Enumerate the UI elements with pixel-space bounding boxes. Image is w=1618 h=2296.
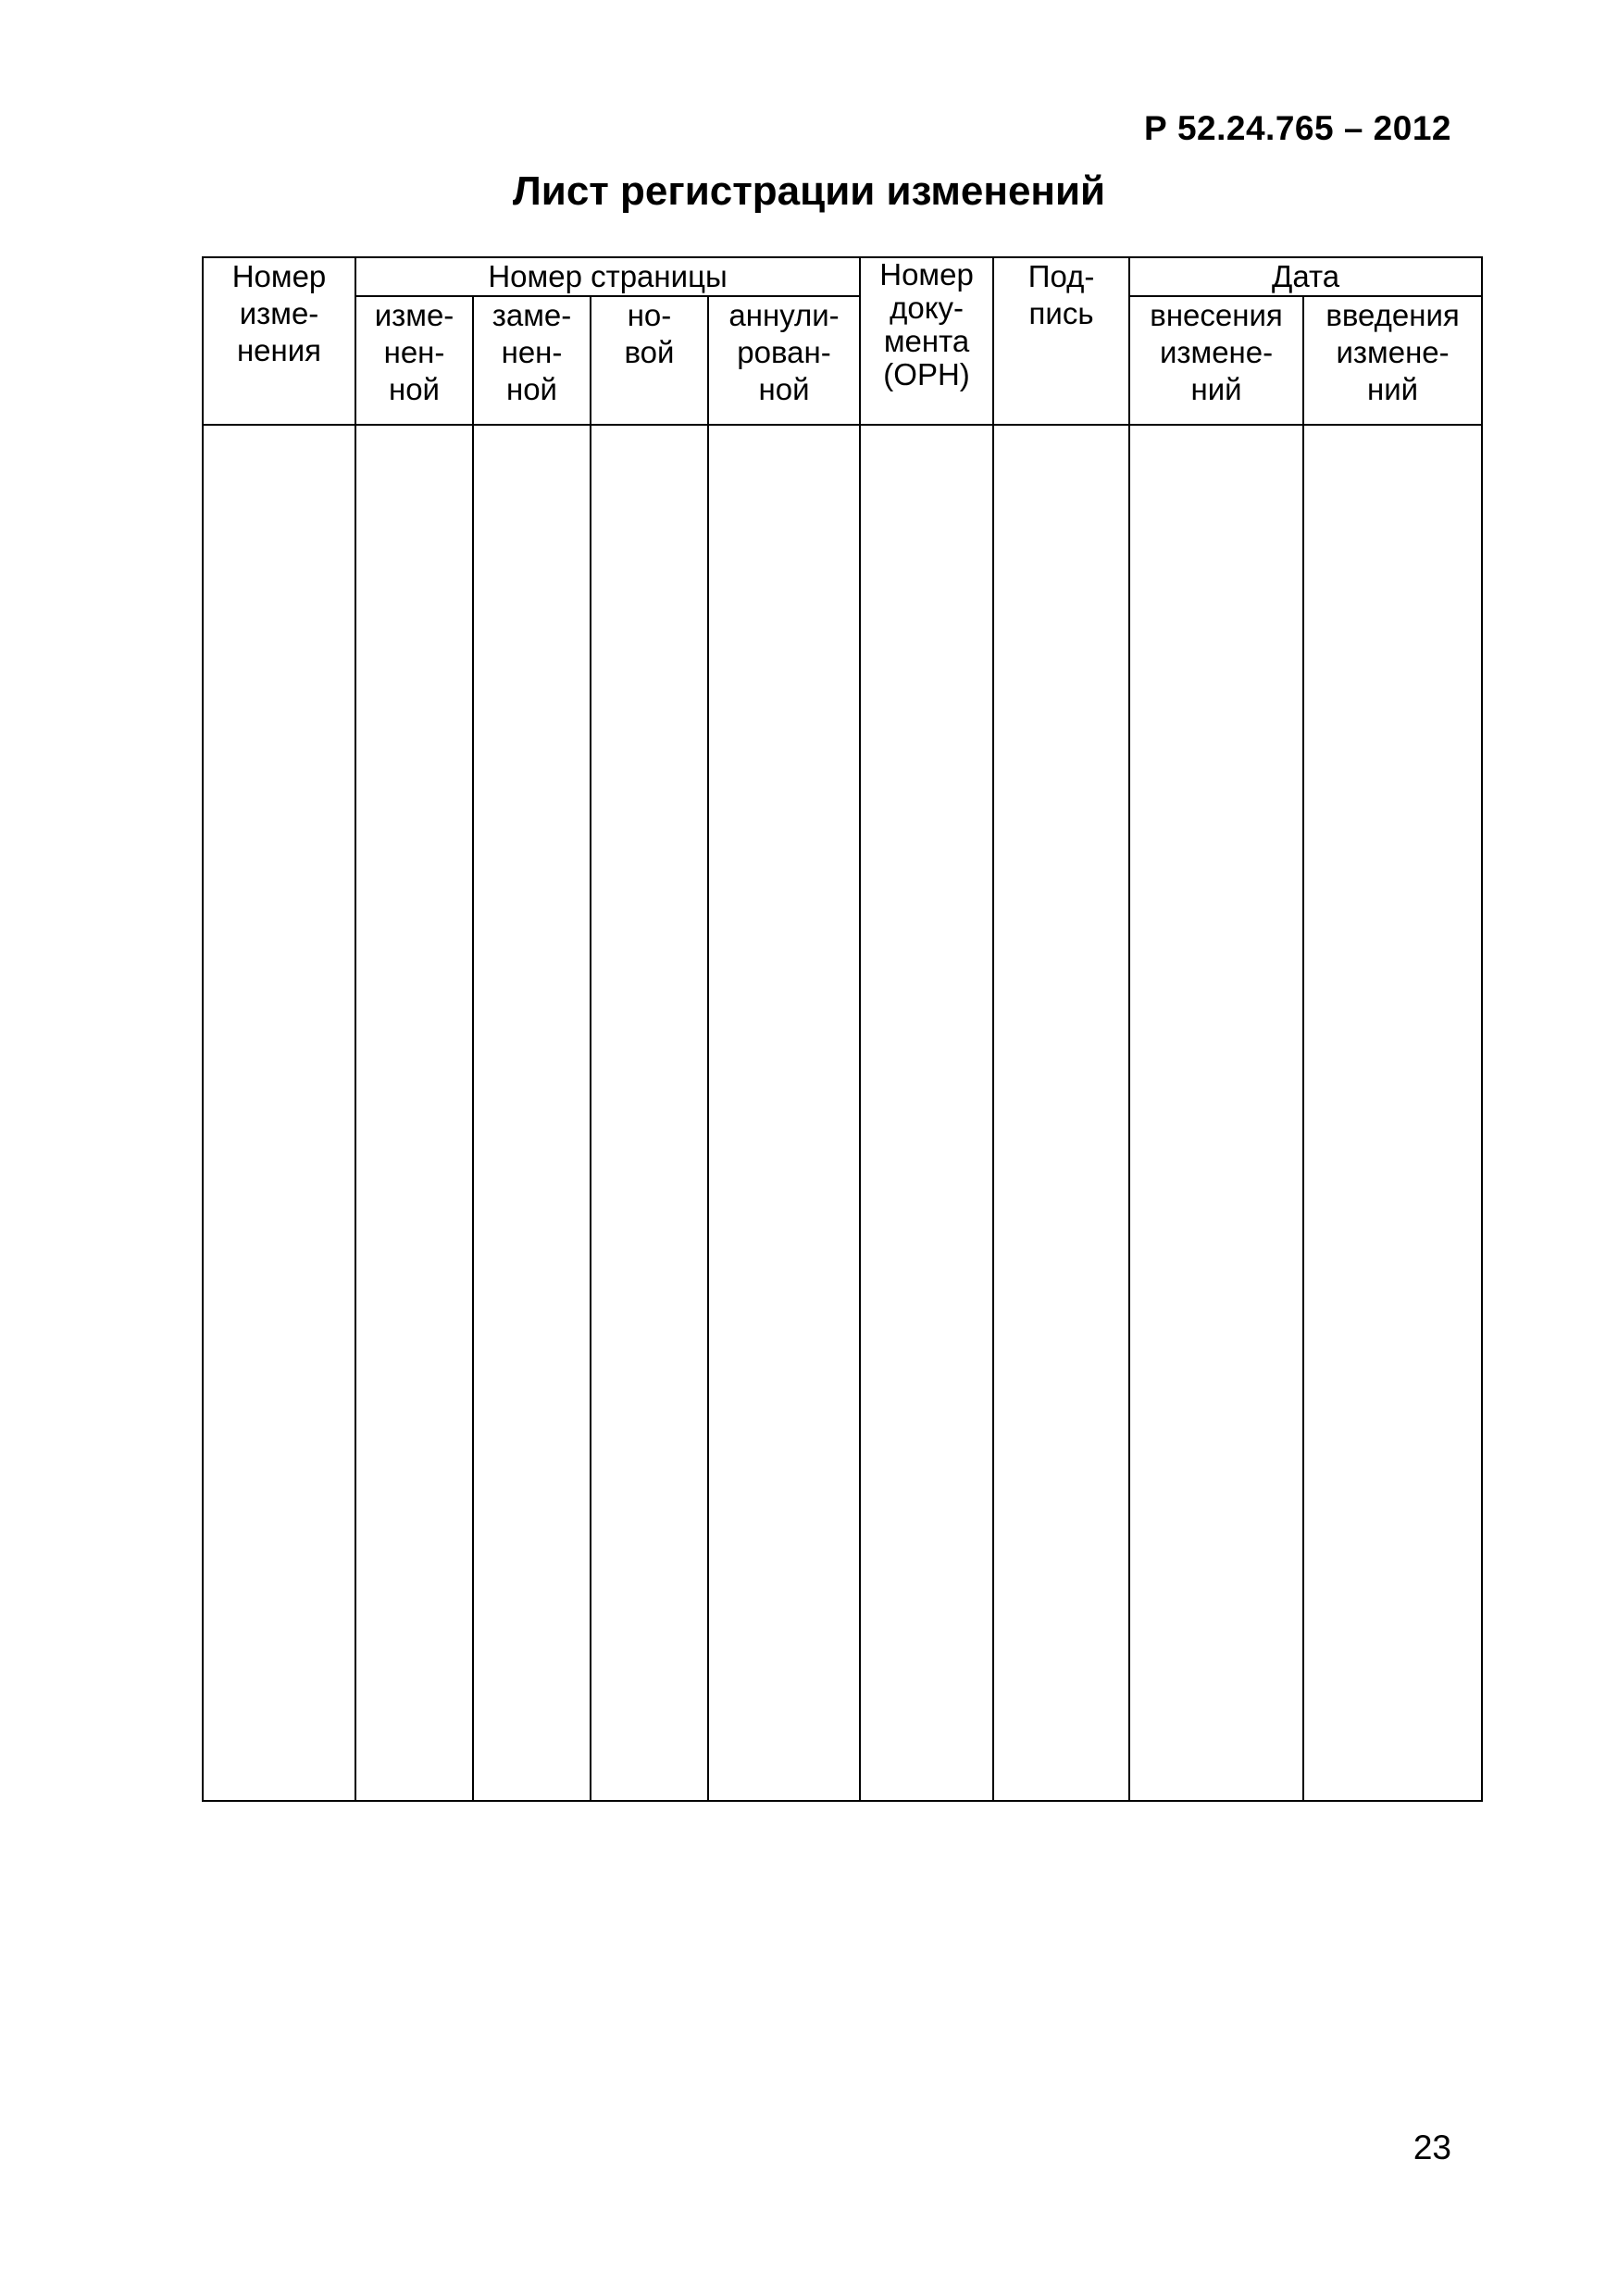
table-row <box>203 425 1482 1801</box>
header-page-number-group: Номер страницы <box>355 257 860 296</box>
header-date-introduced: введения измене- ний <box>1303 296 1482 425</box>
cell-date-introduced <box>1303 425 1482 1801</box>
cell-document-number <box>860 425 993 1801</box>
header-change-number: Номер изме- нения <box>203 257 355 425</box>
header-date-entered: внесения измене- ний <box>1129 296 1303 425</box>
header-row-sub <box>203 296 1482 425</box>
cell-page-annulled <box>708 425 860 1801</box>
cell-change-number <box>203 425 355 1801</box>
page-title: Лист регистрации изменений <box>512 168 1106 214</box>
header-signature: Под- пись <box>993 257 1129 425</box>
header-page-new: но- вой <box>591 296 708 425</box>
cell-page-new <box>591 425 708 1801</box>
cell-page-changed <box>355 425 473 1801</box>
cell-page-replaced <box>473 425 591 1801</box>
header-page-replaced: заме- нен- ной <box>473 296 591 425</box>
header-page-changed: изме- нен- ной <box>355 296 473 425</box>
cell-signature <box>993 425 1129 1801</box>
header-date-group: Дата <box>1129 257 1482 296</box>
header-document-number: Номер доку- мента (ОРН) <box>860 257 993 425</box>
change-registration-table <box>202 256 1483 1802</box>
header-row-top <box>203 257 1482 296</box>
document-code: Р 52.24.765 – 2012 <box>1143 109 1451 147</box>
page-number: 23 <box>1413 2128 1451 2166</box>
header-page-annulled: аннули- рован- ной <box>708 296 860 425</box>
cell-date-entered <box>1129 425 1303 1801</box>
